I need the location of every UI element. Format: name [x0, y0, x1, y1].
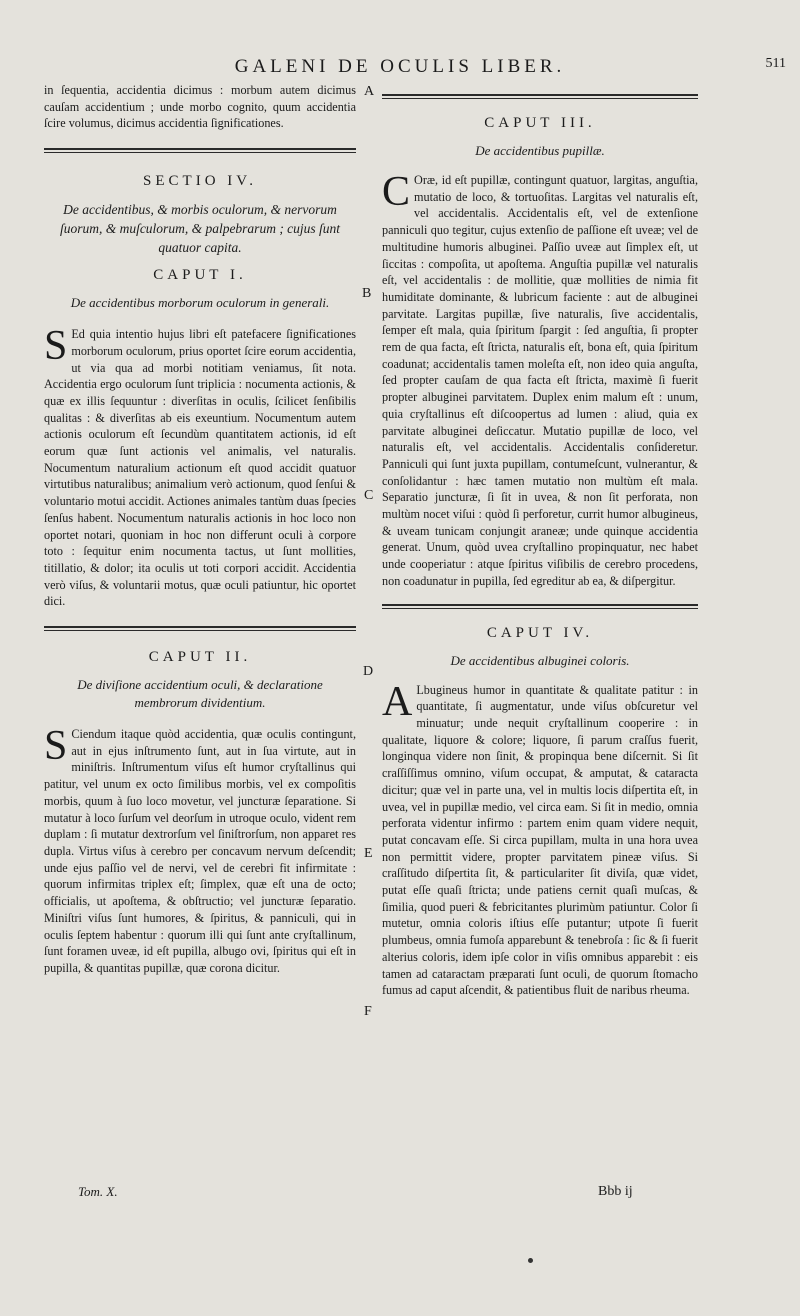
margin-letter-c: C — [364, 488, 374, 503]
ink-spot — [528, 1258, 533, 1263]
chapter-1-title: CAPUT I. — [153, 267, 247, 284]
section-title: SECTIO IV. — [143, 173, 257, 190]
margin-letter-e: E — [364, 846, 373, 861]
drop-cap: A — [382, 678, 413, 725]
chapter-3-body: Oræ, id eſt pupillæ, contingunt quatuor, largitas, anguſtia, mutatio de loco, & tortuoſitas. Largitas vel naturalis eſt, vel accidentalis. Accidentalis eſt, vel de extenſione panniculi quo tegitur, cujus extenſio de paſſione eſt uveæ; vel de multitudine humoris albuginei. Paſſio uveæ aut ſimplex eſt, ut ſiccitas : compoſita, ut apoſtema. Anguſtia pupillæ vel naturalis eſt, vel accidentalis : de mollitie, quæ mollities de nimia fit humiditate dominante, & lubricum faciente : aut de albuginei parvitate. Largitas pupillæ, ſive naturalis, ſive accidentalis, ſemper eſt mala, quia ſpiritum ſpargit : ſed anguſtia, ſi propter rem de qua facta, eſt ſtricta, naturalis eſt, bona eſt, quia ſpiritum coadunat; accidentalis tamen moleſta eſt, non ideo quia anguſta, ſed propter cauſam de qua facta eſt ſtricta, maximè ſi fuerit propter albuginei parvitatem. Duplex enim malum eſt : unum, quia cryſtallinus eſt diſcoopertus ad lumen : aliud, quia ex parvitate albuginei deſiccatur. Mutatio pupillæ de loco, vel naturalis eſt, vel accidentalis. Accidentalis conſideretur. Panniculi qui ſunt juxta pupillam, contumeſcunt, vulnerantur, & conſolidantur : hæc tamen mutatio non multùm eſt mala. Separatio juncturæ, ſi ſit in uvea, & non ſit perforata, non multùm nocet viſui : quòd ſi perforetur, currit humor albugineus, & uveam tunicam conjungit araneæ; unde quinque accidentia generat. Unum, quòd uvea cryſtallino propinquatur, nec habet unde cooperiatur : atque ſpiritus viſibilis de cerebro procedens, non coadunatur in pupilla, ſed egreditur ab ea, & diſpergitur. — [382, 173, 698, 588]
section-subtitle: De accidentibus, & morbis oculorum, & nervorum ſuorum, & muſculorum, & palpebrarum ; cujus ſunt quatuor capita. — [59, 202, 341, 256]
right-column — [382, 82, 698, 999]
chapter-1-body: Ed quia intentio hujus libri eſt patefacere ſignificationes morborum oculorum, prius oportet ſcire eorum accidentia, ut via qua ad morbi notitiam veniamus, ſit nota. Accidentia ergo oculorum ſunt triplicia : nocumenta actionis, & quæ ex illis ſequuntur : diverſitas in oculis, ſcilicet ſenſibilis qualitas : & diverſitas ab eis exeuntium. Nocumentum autem actionis oculorum eſt ſecundùm quantitatem actionis, id eſt eorum quæ ſunt actionis vel animalis, vel naturalis. Nocumentum naturalium actionum eſt quod accidit quatuor virtutibus naturalibus; animalium verò actionum, quod ſenſui & voluntario motui accidit. Actiones animales tantùm duas ſpecies ſenſus habent. Nocumentum naturalis actionis in hoc loco non oportet notari, quoniam in hoc non differunt oculi à corpore toto : ſequitur enim nocumenta tactus, ut ſunt mollities, titillatio, & dolor; ita oculis ut toti corpori accidit. Accidentia verò viſus, & voluntarii motus, quæ oculi patiuntur, hic oportet dici. — [44, 327, 356, 609]
margin-letter-d: D — [363, 664, 374, 679]
running-head: GALENI DE OCULIS LIBER. — [234, 56, 566, 77]
volume-footer: Tom. X. — [78, 1184, 118, 1199]
chapter-1-text — [44, 323, 356, 610]
signature-mark: Bbb ij — [598, 1184, 633, 1199]
chapter-2-subtitle: De diviſione accidentium oculi, & declaratione membrorum dividentium. — [77, 677, 323, 711]
chapter-3-text — [382, 169, 698, 590]
margin-letter-a: A — [364, 84, 375, 99]
chapter-4-body: Lbugineus humor in quantitate & qualitate patitur : in quantitate, ſi augmentatur, unde viſus obſcuretur vel minuatur; unde nequit cryſtallinum cooperire : in qualitate, liquore & colore; liquore, ſi parum craſſus fuerit, longinqua videre non ſinit, & propinqua bene diſcernit. Si ſit craſſiſſimus omnino, viſum occupat, & amputat, & cataracta dicitur; quæ vel in parte una, vel in multis locis diſpertita eſt, in uvea, vel in pupillæ medio, vel circa eam. Si ſit in medio, omnia perforata videntur infirmo : partem enim quam videre nequit, putat concavam eſſe. Si circa pupillam, multa in una hora uvea non permittit videre, propter parvitatem pineæ viſus. Si craſſitudo diſpertita ſit, & particulariter ſit diviſa, quæ videt, putat eſſe quaſi ſtricta; unde patiens cernit quaſi muſcas, & ſimilia, quod pueri & febricitantes plurimùm patiuntur. Color ſi mutetur, omnia coloris iſtius eſſe putantur; utpote ſi fuerit plumbeus, omnia fumoſa apparebunt & tenebroſa : ſic & ſi fuerit alterius coloris, idem ipſe color in viſis omnibus apparebit : eis tamen ad cataractam præparati ſunt oculi, de quorum ſtomacho fumus ad caput aſcendit, & patientibus fluit de naribus rheuma. — [382, 682, 698, 998]
drop-cap: S — [44, 723, 68, 770]
chapter-3-title: CAPUT III. — [484, 115, 596, 131]
chapter-3-subtitle: De accidentibus pupillæ. — [475, 143, 605, 158]
chapter-2-body: Ciendum itaque quòd accidentia, quæ oculis contingunt, aut in ejus inſtrumento ſunt, aut in ſua virtute, aut in miniſtris. Inſtrumentum viſus eſt humor cryſtallinus qui patitur, vel unum ex octo ſimilibus morbis, vel ex compoſitis morbis, quum à ſuo loco movetur, vel juncturæ ſeparatione. Si mutatur à loco ſurſum vel deorſum in utroque oculo, vident rem duplam : ſi mutatur dextrorſum vel ſiniſtrorſum, non apparet res dupla. Virtus viſus à cerebro per concavum nervum deſcendit; unde ejus paſſio vel de nervi, vel de cerebri fit infirmitate : quorum infirmitas triplex eſt; ſimplex, quæ eſt una de octo; officialis, ut apoſtema, & obſtructio; vel juncturæ ſeparatio. Miniſtri viſus ſunt humores, & ſpiritus, & panniculi, qui in oculis ſeptem habentur : quorum illi qui ſunt ante cryſtallinum, ſunt foramen uveæ, id eſt pupilla, albugo ovi, ſpiritus qui eſt in pupilla, & quantitas pupillæ, quæ corona dicitur. — [44, 727, 356, 975]
intro-paragraph: in ſequentia, accidentia dicimus : morbum autem dicimus cauſam accidentium ; unde morbo cognito, quum accidentia ſcire volumus, dicimus accidentia ſignificationes. — [44, 83, 356, 131]
margin-letter-f: F — [364, 1004, 372, 1019]
margin-letter-b: B — [362, 286, 372, 301]
page-number: 511 — [765, 56, 786, 71]
rule-divider — [382, 604, 698, 609]
chapter-4-subtitle: De accidentibus albuginei coloris. — [450, 652, 630, 668]
rule-divider — [44, 148, 356, 153]
chapter-2-text — [44, 723, 356, 977]
drop-cap: C — [382, 169, 411, 215]
chapter-2-title: CAPUT II. — [148, 649, 252, 666]
rule-divider — [382, 94, 698, 99]
rule-divider — [44, 626, 356, 631]
chapter-1-subtitle: De accidentibus morborum oculorum in generali. — [70, 295, 330, 311]
left-column — [44, 82, 356, 977]
drop-cap: S — [44, 323, 68, 370]
chapter-4-title: CAPUT IV. — [486, 624, 594, 641]
chapter-4-text — [382, 678, 698, 999]
